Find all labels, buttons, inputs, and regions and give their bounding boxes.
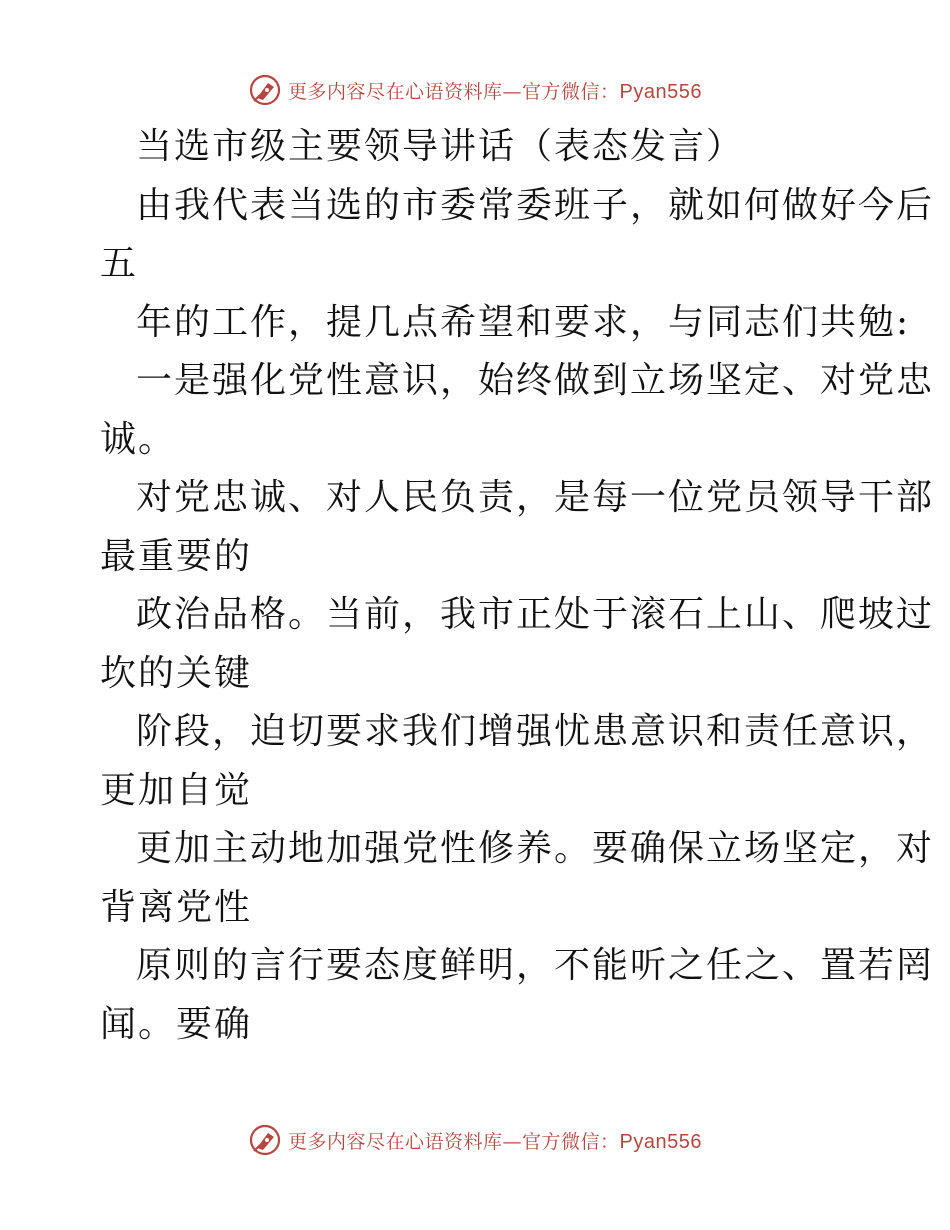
text-line: 背离党性	[100, 886, 253, 928]
text-line: 闻。要确	[100, 1003, 253, 1045]
document-body	[100, 118, 935, 1054]
text-line: 五	[100, 243, 139, 284]
text-line: 更加主动地加强党性修养。要确保立场坚定，对	[136, 828, 935, 869]
text-line: 当选市级主要领导讲话（表态发言）	[136, 126, 745, 167]
pen-nib-logo-icon	[248, 1123, 282, 1157]
watermark-header	[0, 70, 950, 110]
text-line: 诚。	[100, 418, 177, 460]
text-line: 更加自觉	[100, 769, 253, 811]
text-line: 政治品格。当前，我市正处于滚石上山、爬坡过	[136, 594, 935, 635]
text-line: 阶段，迫切要求我们增强忧患意识和责任意识，	[136, 711, 935, 752]
text-line: 坎的关键	[100, 652, 253, 694]
text-line: 由我代表当选的市委常委班子，就如何做好今后	[136, 184, 935, 226]
text-line: 最重要的	[100, 535, 253, 577]
text-line: 原则的言行要态度鲜明，不能听之任之、置若罔	[136, 945, 935, 986]
text-line: 对党忠诚、对人民负责，是每一位党员领导干部	[136, 477, 935, 518]
pen-nib-logo-icon	[248, 73, 282, 107]
text-line: 一是强化党性意识，始终做到立场坚定、对党忠	[136, 360, 935, 401]
watermark-text: 更多内容尽在心语资料库—官方微信：Pyan556	[288, 80, 702, 103]
watermark-text: 更多内容尽在心语资料库—官方微信：Pyan556	[288, 1130, 702, 1153]
text-line: 年的工作，提几点希望和要求，与同志们共勉:	[136, 301, 911, 343]
watermark-footer	[0, 1120, 950, 1160]
